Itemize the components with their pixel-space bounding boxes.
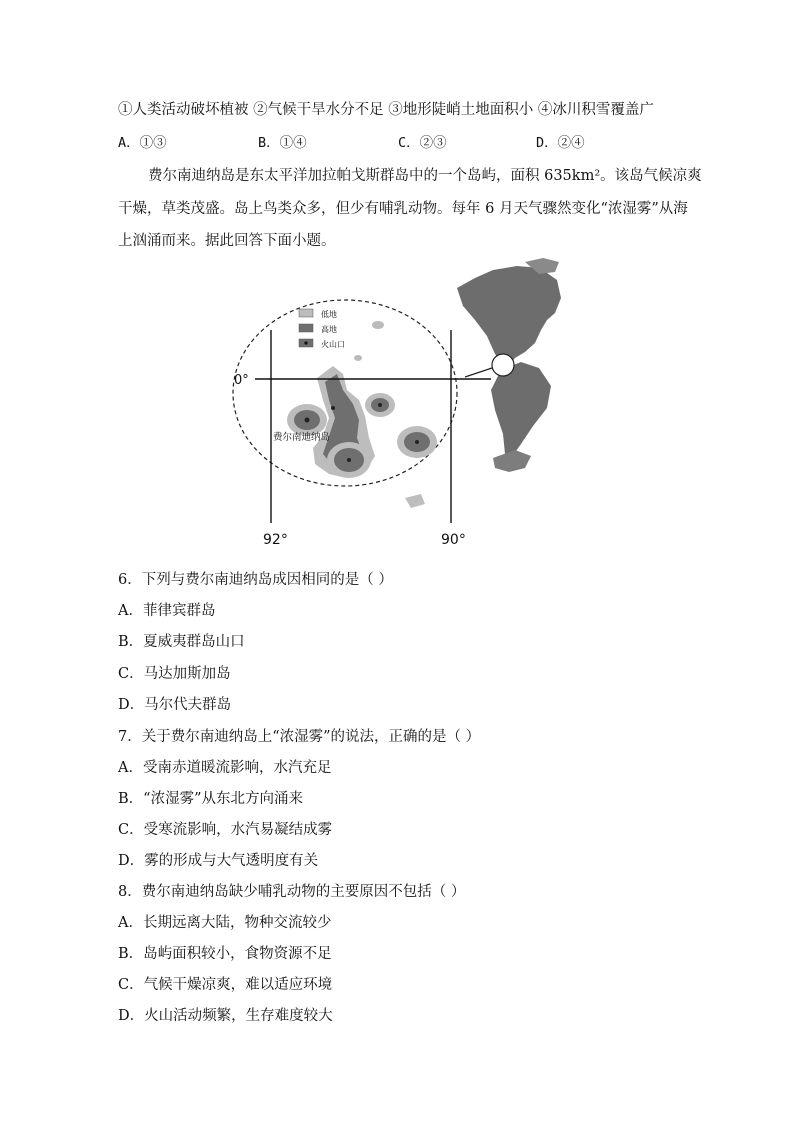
legend-crater-dot — [304, 341, 307, 344]
locator-circle — [492, 354, 514, 376]
question-6-stem: 6．下列与费尔南迪纳岛成因相同的是（ ） — [118, 572, 393, 588]
q6-option-a[interactable]: A．菲律宾群岛 — [118, 603, 216, 619]
galapagos-map — [225, 258, 565, 553]
island-label: 费尔南迪纳岛 — [273, 432, 331, 443]
legend-swatch-highland — [299, 324, 313, 332]
prev-option-b[interactable]: B．①④ — [258, 135, 307, 151]
q7-option-c[interactable]: C．受寒流影响，水汽易凝结成雾 — [118, 822, 333, 838]
intro-line-2: 干燥，草类茂盛。岛上鸟类众多，但少有哺乳动物。每年 6 月天气骤然变化“浓湿雾”从海 — [118, 201, 688, 217]
equator-label: 0° — [234, 373, 249, 388]
island-cluster — [287, 366, 437, 478]
question-7-stem: 7．关于费尔南迪纳岛上“浓湿雾”的说法，正确的是（ ） — [118, 729, 481, 745]
prev-question-stem: ①人类活动破坏植被 ②气候干旱水分不足 ③地形陡峭土地面积小 ④冰川积雪覆盖广 — [118, 102, 654, 118]
q7-option-a[interactable]: A．受南赤道暖流影响，水汽充足 — [118, 760, 332, 776]
crater-mark — [331, 406, 335, 410]
locator-connector — [465, 368, 492, 377]
q6-option-d[interactable]: D．马尔代夫群岛 — [118, 697, 232, 713]
crater-mark — [378, 403, 382, 407]
north-america-landmass — [457, 266, 561, 368]
q6-option-c[interactable]: C．马达加斯加岛 — [118, 666, 231, 682]
small-islet — [354, 355, 362, 361]
crater-mark — [347, 458, 351, 462]
legend-label-crater: 火山口 — [321, 340, 345, 349]
q8-option-b[interactable]: B．岛屿面积较小，食物资源不足 — [118, 946, 332, 962]
legend-swatch-lowland — [299, 309, 313, 317]
legend-label-lowland: 低地 — [321, 310, 337, 319]
intro-line-3: 上汹涌而来。据此回答下面小题。 — [118, 233, 336, 249]
longitude-92-label: 92° — [263, 532, 288, 548]
q7-option-b[interactable]: B．“浓湿雾”从东北方向涌来 — [118, 791, 303, 807]
prev-option-a[interactable]: A．①③ — [118, 135, 167, 151]
crater-mark — [305, 418, 310, 423]
crater-mark — [415, 440, 419, 444]
prev-option-d[interactable]: D．②④ — [536, 135, 585, 151]
q7-option-d[interactable]: D．雾的形成与大气透明度有关 — [118, 853, 319, 869]
q8-option-c[interactable]: C．气候干燥凉爽，难以适应环境 — [118, 977, 333, 993]
map-legend — [299, 309, 345, 349]
intro-line-1: 费尔南迪纳岛是东太平洋加拉帕戈斯群岛中的一个岛屿，面积 635km²。该岛气候凉爽 — [148, 168, 702, 184]
island-fragment — [405, 494, 425, 508]
africa-fragment — [493, 450, 531, 472]
q6-option-b[interactable]: B．夏威夷群岛山口 — [118, 634, 245, 650]
q8-option-a[interactable]: A．长期远离大陆，物种交流较少 — [118, 915, 332, 931]
question-8-stem: 8．费尔南迪纳岛缺少哺乳动物的主要原因不包括（ ） — [118, 884, 466, 900]
longitude-90-label: 90° — [441, 532, 466, 548]
small-islet — [372, 321, 384, 329]
south-america-landmass — [491, 362, 551, 458]
q8-option-d[interactable]: D．火山活动频繁，生存难度较大 — [118, 1008, 333, 1024]
prev-option-c[interactable]: C．②③ — [398, 135, 447, 151]
legend-label-highland: 高地 — [321, 325, 337, 334]
